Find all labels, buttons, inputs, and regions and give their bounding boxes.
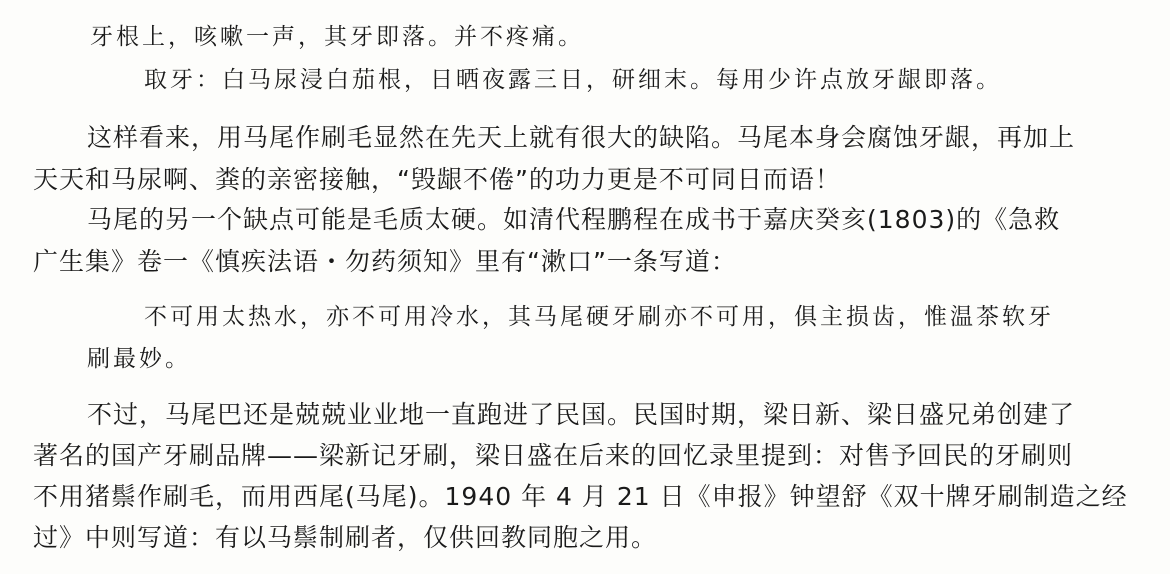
para3-line1: 不过，马尾巴还是兢兢业业地一直跑进了民国。民国时期，梁日新、梁日盛兄弟创建了 [87,400,1076,429]
para2-line1: 马尾的另一个缺点可能是毛质太硬。如清代程鹏程在成书于嘉庆癸亥(1803)的《急救 [87,205,1061,234]
quote1-line1: 牙根上，咳嗽一声，其牙即落。并不疼痛。 [90,24,584,50]
quote2-line2: 刷最妙。 [87,346,191,372]
para3-line4: 过》中则写道：有以马鬃制刷者，仅供回教同胞之用。 [33,523,658,552]
para3-line3: 不用猪鬃作刷毛，而用西尾(马尾)。1940 年 4 月 21 日《申报》钟望舒《双十牌牙刷制造之经 [33,482,1128,511]
para1-line2: 天天和马尿啊、粪的亲密接触，“毁龈不倦”的功力更是不可同日而语！ [33,165,841,194]
para3-line2: 著名的国产牙刷品牌——梁新记牙刷，梁日盛在后来的回忆录里提到：对售予回民的牙刷则 [33,441,1074,470]
para1-line1: 这样看来，用马尾作刷毛显然在先天上就有很大的缺陷。马尾本身会腐蚀牙龈，再加上 [87,123,1076,152]
para2-line2: 广生集》卷一《慎疾法语・勿药须知》里有“漱口”一条写道： [33,247,737,276]
quote2-line1: 不可用太热水，亦不可用冷水，其马尾硬牙刷亦不可用，俱主损齿，惟温茶软牙 [144,304,1054,330]
quote1-line2: 取牙：白马尿浸白茄根，日晒夜露三日，研细末。每用少许点放牙龈即落。 [144,67,1002,93]
